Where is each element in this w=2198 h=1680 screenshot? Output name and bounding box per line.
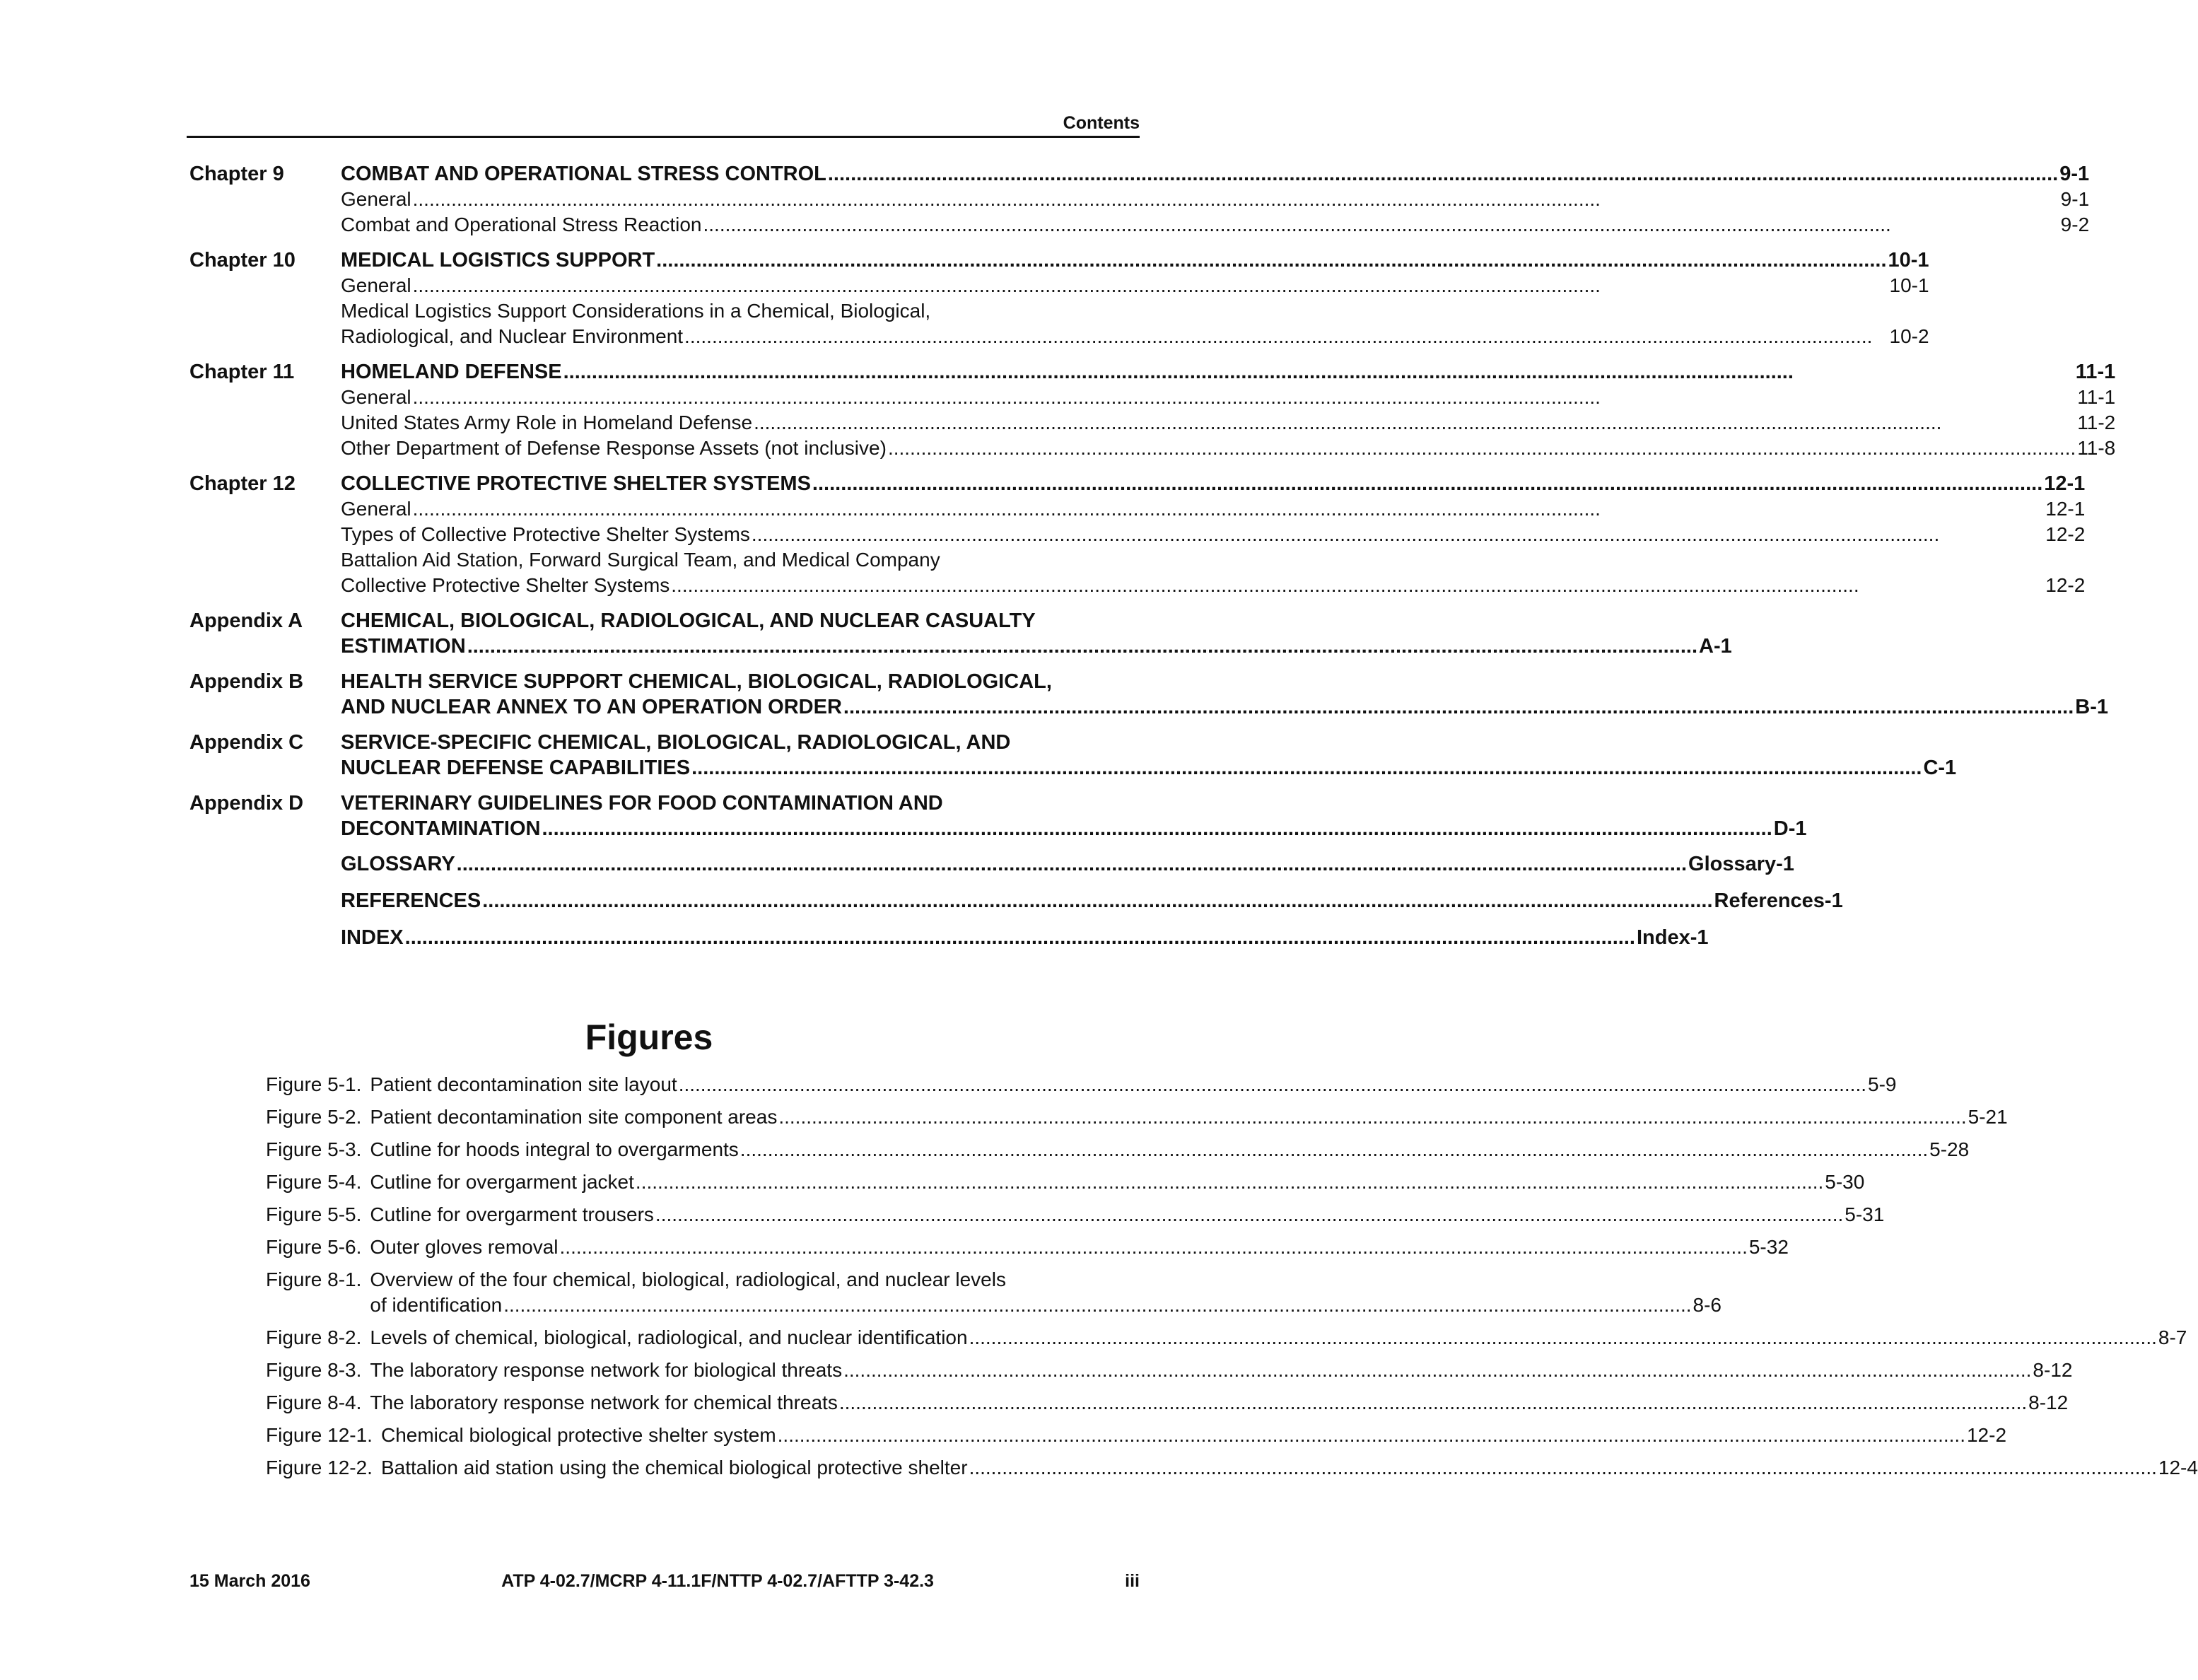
entry-title-line: SERVICE-SPECIFIC CHEMICAL, BIOLOGICAL, RADIOLOGICAL, AND (341, 731, 1011, 754)
figure-number: Figure 12-2. (266, 1457, 373, 1478)
toc-entry[interactable] (341, 273, 1929, 298)
entry-title: ESTIMATION (341, 635, 466, 658)
entry-title: Radiological, and Nuclear Environment (341, 325, 684, 347)
toc-entries (341, 791, 1807, 841)
dot-leader (655, 1202, 1843, 1227)
entry-title: COMBAT AND OPERATIONAL STRESS CONTROL (341, 163, 826, 185)
figure-entry-line (381, 1455, 2198, 1481)
entry-title: INDEX (341, 926, 404, 949)
figures-heading: Figures (585, 1017, 713, 1057)
dot-leader (405, 925, 1635, 950)
figure-list-item[interactable] (266, 1169, 1865, 1195)
dot-leader (691, 755, 1922, 781)
toc-entry[interactable] (341, 436, 2115, 461)
figure-list-item[interactable] (266, 1104, 2008, 1130)
entry-page-number: 10-1 (1889, 274, 1929, 296)
entry-title-line: Medical Logistics Support Considerations in a Chemical, Biological, (341, 300, 931, 322)
figure-entry (370, 1202, 1884, 1227)
entry-title: GLOSSARY (341, 853, 455, 875)
toc-group-label: Appendix A (189, 609, 303, 632)
entry-title: HOMELAND DEFENSE (341, 361, 562, 383)
dot-leader (542, 816, 1772, 841)
figure-entry (370, 1072, 1896, 1097)
dot-leader (740, 1137, 1928, 1162)
dot-leader (503, 1293, 1691, 1318)
toc-entry[interactable] (341, 573, 2085, 598)
entry-title: Cutline for hoods integral to overgarments (370, 1138, 739, 1160)
toc-group-label: Chapter 11 (189, 361, 295, 383)
figure-entry (370, 1169, 1864, 1195)
figure-entry (370, 1137, 1969, 1162)
figure-entry-line (370, 1358, 2072, 1383)
toc-group (189, 161, 2090, 238)
dot-leader (843, 694, 2074, 720)
figure-entry (381, 1455, 2198, 1481)
toc-entry[interactable] (341, 324, 1929, 349)
figure-list-item[interactable] (266, 1235, 1789, 1260)
toc-entry[interactable] (341, 247, 1929, 273)
dot-leader (684, 324, 1888, 349)
figure-list-item[interactable] (266, 1358, 2073, 1383)
entry-title: The laboratory response network for chemical threats (370, 1392, 838, 1413)
toc-group-label: Appendix C (189, 731, 304, 754)
figure-number: Figure 8-3. (266, 1359, 362, 1381)
dot-leader (703, 212, 2059, 238)
figure-entry (381, 1423, 2006, 1448)
toc-entries (341, 247, 1929, 349)
figure-entry (370, 1235, 1788, 1260)
entry-page-number: 12-2 (2045, 574, 2086, 596)
entry-page-number: C-1 (1923, 757, 1957, 779)
entry-title: Chemical biological protective shelter system (380, 1424, 776, 1446)
toc-group-label: Appendix D (189, 792, 304, 815)
entry-title: Other Department of Defense Response Assets (not inclusive) (341, 437, 887, 459)
toc-group (189, 247, 1929, 349)
entry-title: Battalion aid station using the chemical biological protective shelter (380, 1457, 968, 1478)
figure-list-item[interactable] (266, 1390, 2069, 1416)
dot-leader (482, 888, 1712, 914)
footer-doc-id: ATP 4-02.7/MCRP 4-11.1F/NTTP 4-02.7/AFTTP 3-42.3 (501, 1571, 934, 1591)
entry-title-line: VETERINARY GUIDELINES FOR FOOD CONTAMINATION AND (341, 792, 943, 815)
dot-leader (467, 634, 1697, 659)
running-header: Contents (1063, 113, 1140, 133)
toc-entries (341, 669, 2108, 720)
entry-page-number: 10-1 (1888, 249, 1929, 272)
entry-page-number: 8-6 (1693, 1294, 1721, 1316)
figure-entry (370, 1325, 2187, 1351)
entry-title: Outer gloves removal (370, 1236, 559, 1258)
dot-leader (563, 359, 2074, 385)
entry-page-number: 8-12 (2028, 1392, 2069, 1413)
entry-page-number: A-1 (1699, 635, 1732, 658)
figure-entry-line (370, 1235, 1788, 1260)
list-of-figures (266, 1072, 2198, 1488)
figure-entry (370, 1358, 2072, 1383)
dot-leader (843, 1358, 2031, 1383)
toc-group (189, 608, 1732, 659)
entry-title: Types of Collective Protective Shelter Systems (341, 523, 750, 545)
dot-leader (560, 1235, 1748, 1260)
entry-page-number: 8-7 (2158, 1326, 2187, 1348)
dot-leader (778, 1423, 1965, 1448)
toc-entry[interactable] (341, 925, 1709, 950)
dot-leader (969, 1455, 2157, 1481)
entry-page-number: 12-1 (2045, 498, 2086, 520)
entry-title: REFERENCES (341, 889, 481, 912)
toc-group-label: Appendix B (189, 670, 304, 693)
entry-title: Cutline for overgarment trousers (370, 1203, 654, 1225)
entry-page-number: 9-1 (2059, 163, 2090, 185)
figure-number: Figure 5-5. (266, 1203, 362, 1225)
entry-title: General (341, 188, 411, 210)
dot-leader (778, 1104, 1966, 1130)
figure-list-item[interactable] (266, 1072, 1897, 1097)
footer-page-number: iii (1125, 1571, 1140, 1591)
dot-leader (656, 247, 1886, 273)
figure-number: Figure 5-3. (266, 1138, 362, 1160)
toc-entry[interactable] (341, 634, 1732, 659)
figure-entry-line (370, 1390, 2068, 1416)
entry-title: of identification (370, 1294, 503, 1316)
toc-entry[interactable] (341, 496, 2085, 522)
toc-group (189, 730, 1957, 781)
entry-page-number: 5-21 (1968, 1106, 2008, 1128)
figure-entry-line (370, 1169, 1864, 1195)
toc-group (189, 471, 2086, 598)
dot-leader (679, 1072, 1866, 1097)
entry-title: AND NUCLEAR ANNEX TO AN OPERATION ORDER (341, 696, 842, 718)
entry-title: Patient decontamination site component areas (370, 1106, 778, 1128)
dot-leader (828, 161, 2058, 187)
figure-number: Figure 5-1. (266, 1073, 362, 1095)
toc-entry[interactable] (341, 522, 2085, 547)
toc-entries (341, 730, 1956, 781)
toc-entry[interactable] (341, 187, 2089, 212)
toc-group (189, 791, 1807, 841)
footer-date: 15 March 2016 (189, 1571, 310, 1591)
toc-group (189, 669, 2108, 720)
entry-title-line: HEALTH SERVICE SUPPORT CHEMICAL, BIOLOGICAL, RADIOLOGICAL, (341, 670, 1052, 693)
toc-entry[interactable] (341, 359, 2115, 385)
entry-title: The laboratory response network for biological threats (370, 1359, 843, 1381)
entry-page-number: 8-12 (2033, 1359, 2073, 1381)
toc-entry[interactable] (341, 888, 1843, 914)
figure-list-item[interactable] (266, 1423, 2007, 1448)
entry-title: Combat and Operational Stress Reaction (341, 214, 702, 235)
entry-title: Collective Protective Shelter Systems (341, 574, 670, 596)
entry-page-number: 11-1 (2077, 386, 2116, 408)
toc-entry[interactable] (341, 851, 1794, 877)
entry-title: General (341, 386, 411, 408)
entry-page-number: 5-31 (1845, 1203, 1885, 1225)
figure-number: Figure 12-1. (266, 1424, 373, 1446)
figure-number: Figure 8-1. (266, 1268, 362, 1290)
dot-leader (457, 851, 1687, 877)
dot-leader (413, 496, 2045, 522)
dot-leader (752, 522, 2044, 547)
figure-number: Figure 5-6. (266, 1236, 362, 1258)
dot-leader (812, 471, 2042, 496)
toc-entry[interactable] (341, 410, 2115, 436)
entry-title: Levels of chemical, biological, radiological, and nuclear identification (370, 1326, 968, 1348)
entry-page-number: 9-2 (2060, 214, 2090, 235)
entry-title: General (341, 274, 411, 296)
entry-page-number: 5-9 (1868, 1073, 1897, 1095)
toc-entries (341, 471, 2085, 598)
entry-title: United States Army Role in Homeland Defense (341, 412, 753, 433)
toc-entry[interactable] (341, 471, 2085, 496)
entry-title-line: Battalion Aid Station, Forward Surgical Team, and Medical Company (341, 549, 940, 571)
figure-list-item[interactable] (266, 1325, 2187, 1351)
figure-entry-line (370, 1202, 1884, 1227)
dot-leader (969, 1325, 2157, 1351)
dot-leader (413, 187, 2059, 212)
entry-title-line: CHEMICAL, BIOLOGICAL, RADIOLOGICAL, AND NUCLEAR CASUALTY (341, 609, 1036, 632)
entry-page-number: D-1 (1773, 817, 1807, 840)
entry-title: Cutline for overgarment jacket (370, 1171, 634, 1193)
entry-page-number: 5-30 (1825, 1171, 1865, 1193)
entry-page-number: References-1 (1714, 889, 1843, 912)
toc-group-label: Chapter 9 (189, 163, 284, 185)
header-rule (187, 136, 1140, 138)
figure-entry-line (381, 1423, 2006, 1448)
toc-entries (341, 608, 1732, 659)
dot-leader (413, 273, 1888, 298)
toc-entry[interactable] (341, 755, 1956, 781)
figure-number: Figure 8-4. (266, 1392, 362, 1413)
dot-leader (636, 1169, 1823, 1195)
entry-title: NUCLEAR DEFENSE CAPABILITIES (341, 757, 691, 779)
entry-page-number: B-1 (2075, 696, 2108, 718)
entry-page-number: 12-2 (2045, 523, 2086, 545)
toc-entry[interactable] (341, 385, 2115, 410)
entry-page-number: 11-1 (2075, 361, 2116, 383)
entry-page-number: 12-4 (2158, 1457, 2198, 1478)
entry-page-number: 11-2 (2077, 412, 2116, 433)
entry-title-line: Overview of the four chemical, biological, radiological, and nuclear levels (370, 1268, 1006, 1290)
back-matter-item (341, 888, 1843, 914)
toc-group-label: Chapter 12 (189, 472, 296, 495)
entry-title: General (341, 498, 411, 520)
toc-entry[interactable] (341, 694, 2108, 720)
toc-entry[interactable] (341, 816, 1807, 841)
back-matter-item (341, 851, 1794, 877)
figure-entry (370, 1267, 1721, 1318)
table-of-contents (189, 161, 2116, 962)
toc-group (189, 359, 2116, 461)
figure-entry-line (370, 1104, 2007, 1130)
dot-leader (671, 573, 2044, 598)
figure-entry-line (370, 1072, 1896, 1097)
entry-page-number: 12-1 (2044, 472, 2086, 495)
figure-list-item[interactable] (266, 1137, 1970, 1162)
toc-entry[interactable] (341, 161, 2089, 187)
toc-entries (341, 359, 2115, 461)
toc-group-label: Chapter 10 (189, 249, 296, 272)
toc-entries (341, 161, 2089, 238)
entry-page-number: 5-28 (1929, 1138, 1970, 1160)
entry-title: MEDICAL LOGISTICS SUPPORT (341, 249, 655, 272)
figure-entry (370, 1104, 2007, 1130)
figure-number: Figure 5-4. (266, 1171, 362, 1193)
entry-page-number: 9-1 (2060, 188, 2090, 210)
dot-leader (888, 436, 2076, 461)
figure-entry-line (370, 1293, 1721, 1318)
entry-page-number: 11-8 (2077, 437, 2116, 459)
dot-leader (413, 385, 2076, 410)
figure-entry (370, 1390, 2068, 1416)
back-matter-item (341, 925, 1709, 950)
entry-page-number: 10-2 (1889, 325, 1929, 347)
figure-entry-line (370, 1325, 2187, 1351)
figure-entry-line (370, 1137, 1969, 1162)
entry-page-number: 5-32 (1748, 1236, 1789, 1258)
entry-title: COLLECTIVE PROTECTIVE SHELTER SYSTEMS (341, 472, 811, 495)
dot-leader (839, 1390, 2027, 1416)
figure-list-item[interactable] (266, 1202, 1885, 1227)
figure-number: Figure 5-2. (266, 1106, 362, 1128)
entry-page-number: Glossary-1 (1688, 853, 1794, 875)
entry-page-number: 12-2 (1966, 1424, 2007, 1446)
page-footer (189, 1571, 1140, 1592)
entry-title: DECONTAMINATION (341, 817, 541, 840)
figure-list-item[interactable] (266, 1267, 1721, 1318)
figure-list-item[interactable] (266, 1455, 2198, 1481)
dot-leader (754, 410, 2076, 436)
entry-title: Patient decontamination site layout (370, 1073, 677, 1095)
entry-page-number: Index-1 (1636, 926, 1709, 949)
toc-entry[interactable] (341, 212, 2089, 238)
figure-number: Figure 8-2. (266, 1326, 362, 1348)
